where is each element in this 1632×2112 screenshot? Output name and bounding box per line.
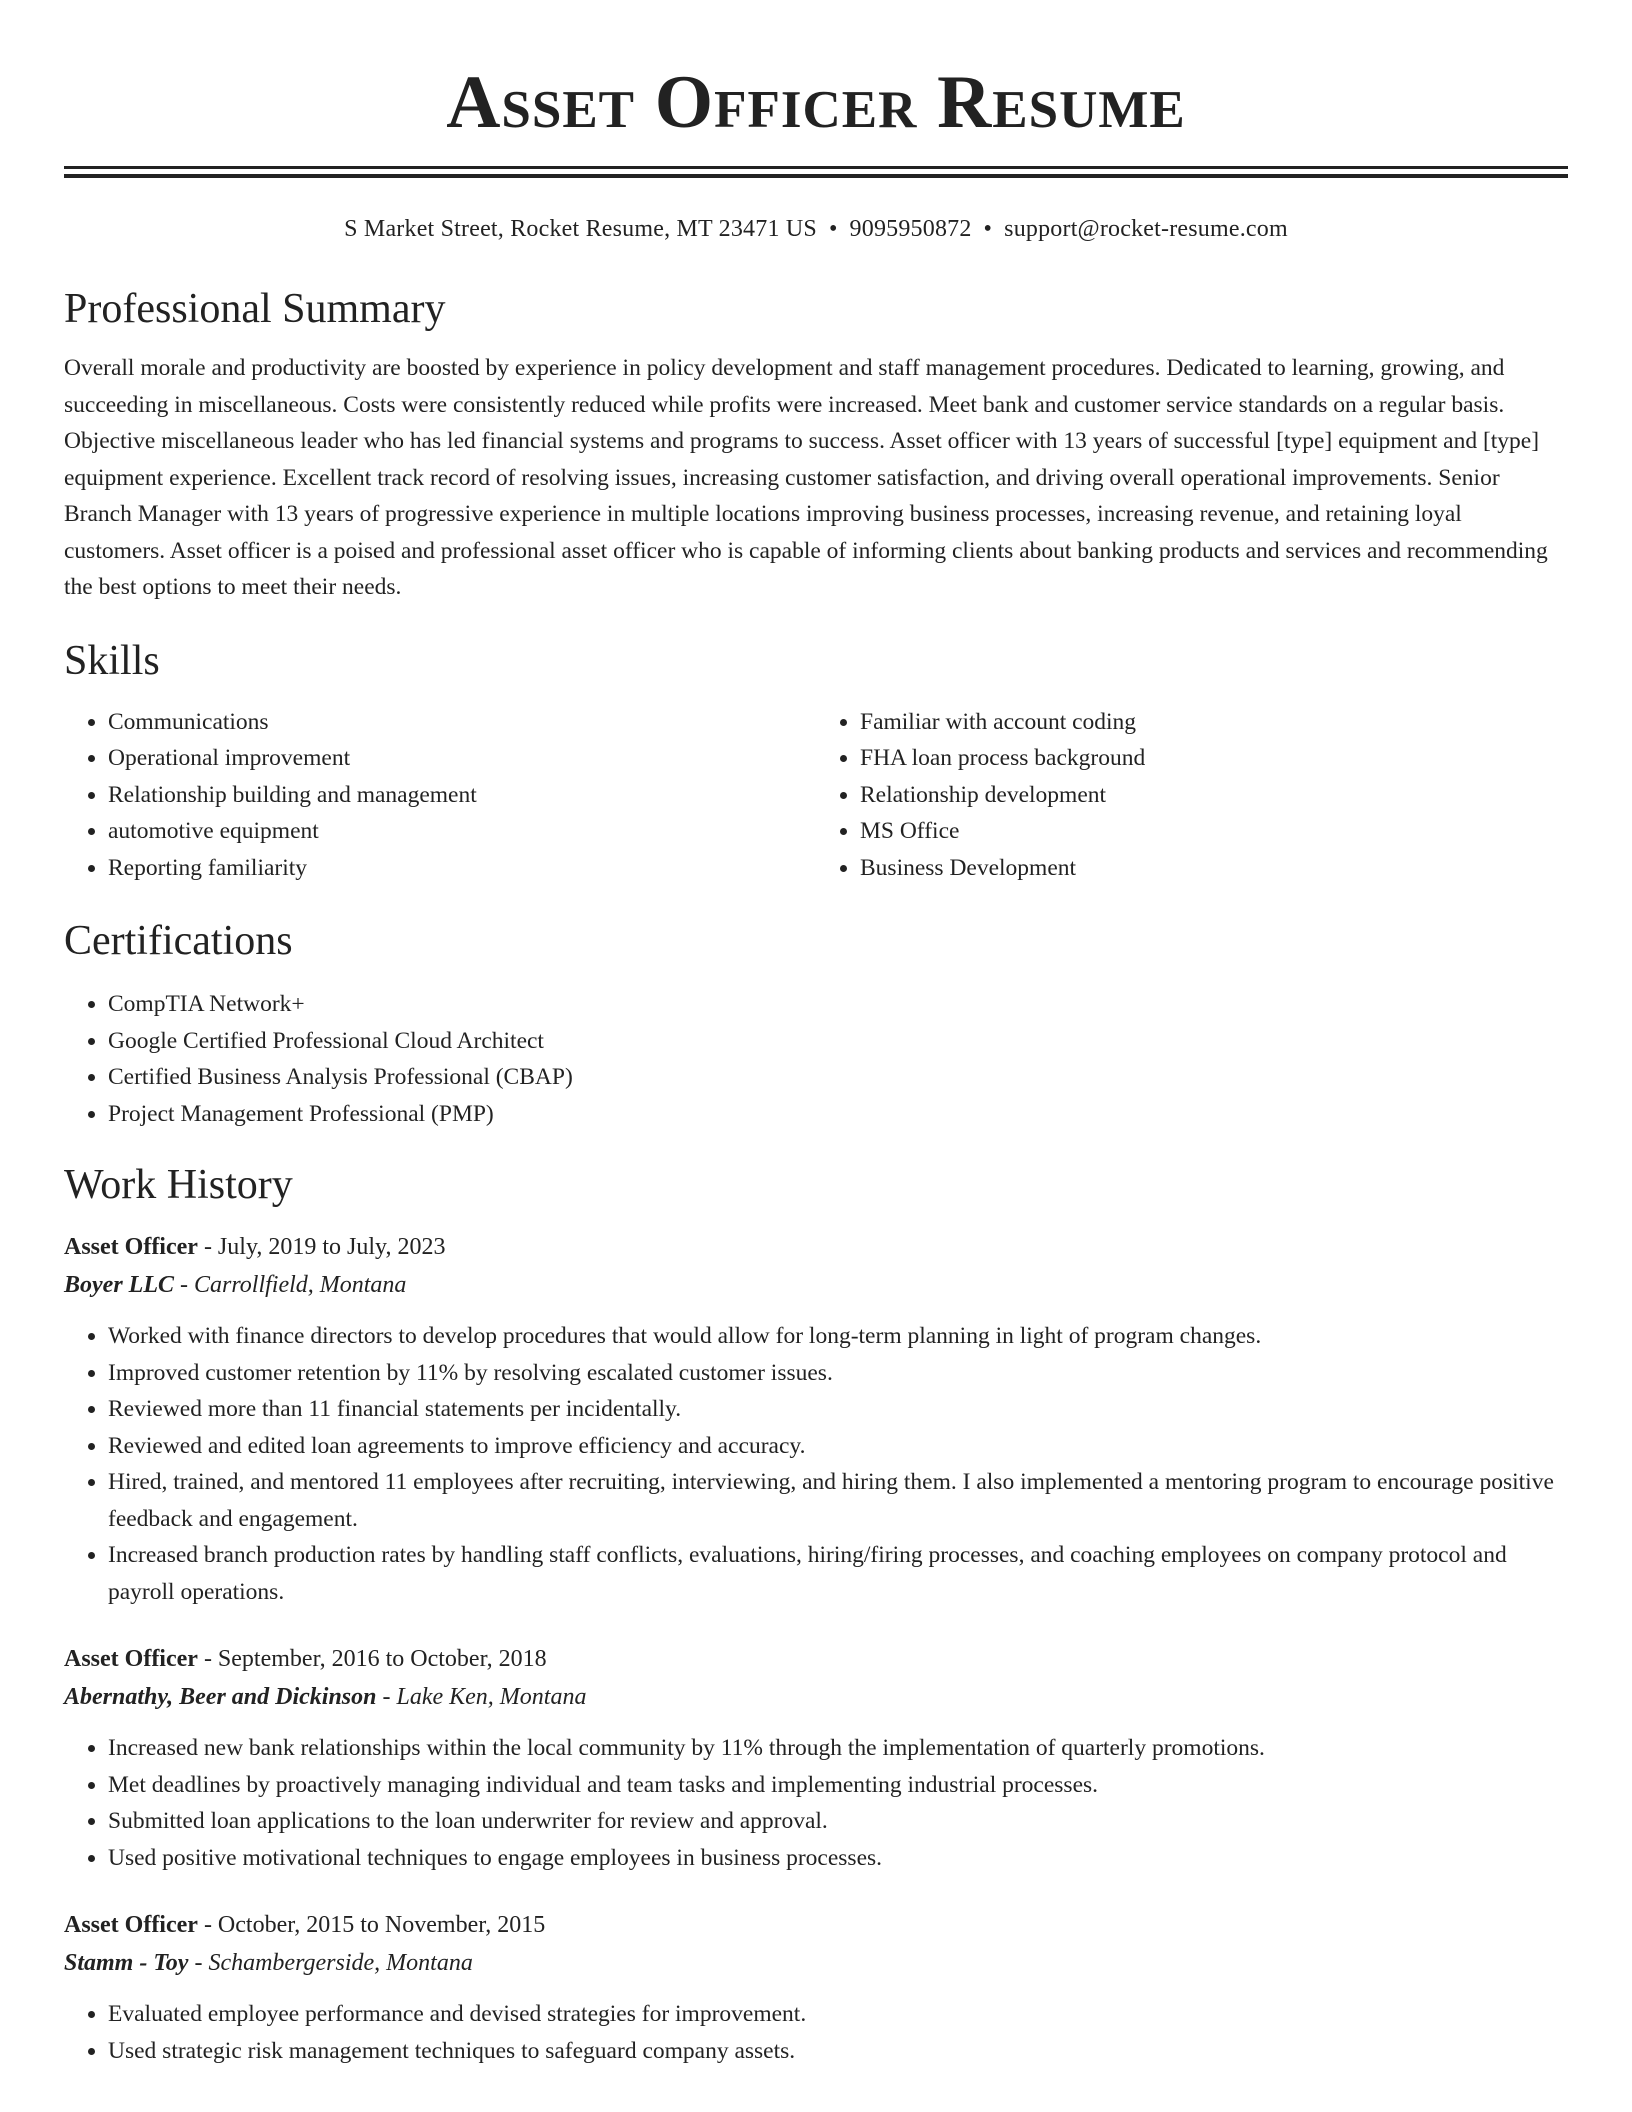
job-location: - Lake Ken, Montana	[376, 1684, 587, 1710]
job-company-line	[64, 1678, 1568, 1716]
job-bullet: • Submitted loan applications to the loan underwriter for review and approval.	[108, 1803, 1568, 1840]
skill-item: • Relationship building and management	[108, 777, 816, 814]
work-history-heading: Work History	[64, 1162, 293, 1208]
title-divider-top	[64, 166, 1568, 169]
job-bullet: • Worked with finance directors to develop procedures that would allow for long-term planning in light of program changes.	[108, 1318, 1568, 1355]
job-company-line	[64, 1266, 1568, 1304]
job-entry	[64, 1906, 1568, 2069]
job-company: Abernathy, Beer and Dickinson	[64, 1684, 377, 1710]
contact-phone: 9095950872	[849, 216, 972, 242]
contact-separator: •	[828, 216, 838, 242]
certification-item: • Project Management Professional (PMP)	[108, 1096, 1568, 1133]
job-bullet: • Used strategic risk management techniques to safeguard company assets.	[108, 2033, 1568, 2070]
contact-email: support@rocket-resume.com	[1004, 216, 1288, 242]
skills-section	[64, 636, 1568, 887]
job-bullet: • Increased branch production rates by handling staff conflicts, evaluations, hiring/firing processes, and coaching employees on company protocol and payroll operations.	[108, 1537, 1568, 1610]
job-dates: - July, 2019 to July, 2023	[197, 1234, 446, 1260]
job-dates: - September, 2016 to October, 2018	[197, 1646, 547, 1672]
job-bullet: • Reviewed more than 11 financial statements per incidentally.	[108, 1391, 1568, 1428]
summary-section	[64, 284, 1568, 606]
certifications-heading: Certifications	[64, 918, 293, 964]
job-company: Stamm - Toy	[64, 1950, 189, 1976]
certification-item: • Google Certified Professional Cloud Architect	[108, 1023, 1568, 1060]
skills-columns	[64, 704, 1568, 887]
skill-item: • Reporting familiarity	[108, 850, 816, 887]
contact-separator: •	[983, 216, 993, 242]
job-bullet: • Evaluated employee performance and devised strategies for improvement.	[108, 1996, 1568, 2033]
job-bullets	[64, 1730, 1568, 1876]
certification-item: • CompTIA Network+	[108, 986, 1568, 1023]
skill-item: • Business Development	[860, 850, 1568, 887]
job-location: - Carrollfield, Montana	[173, 1272, 407, 1298]
skills-list-right	[816, 704, 1568, 887]
skill-item: • FHA loan process background	[860, 740, 1568, 777]
skill-item: • Relationship development	[860, 777, 1568, 814]
job-entry	[64, 1640, 1568, 1876]
skill-item: • MS Office	[860, 813, 1568, 850]
skill-item: • Familiar with account coding	[860, 704, 1568, 741]
job-bullets	[64, 1318, 1568, 1610]
job-title-line	[64, 1640, 1568, 1678]
job-bullet: • Improved customer retention by 11% by resolving escalated customer issues.	[108, 1355, 1568, 1392]
job-bullet: • Reviewed and edited loan agreements to improve efficiency and accuracy.	[108, 1428, 1568, 1465]
certification-item: • Certified Business Analysis Professional (CBAP)	[108, 1059, 1568, 1096]
job-bullet: • Used positive motivational techniques to engage employees in business processes.	[108, 1840, 1568, 1877]
job-company: Boyer LLC	[64, 1272, 174, 1298]
title-divider-bottom	[64, 174, 1568, 178]
job-role: Asset Officer	[64, 1912, 198, 1938]
job-bullet: • Met deadlines by proactively managing individual and team tasks and implementing industrial processes.	[108, 1767, 1568, 1804]
job-location: - Schambergerside, Montana	[188, 1950, 473, 1976]
job-entry	[64, 1228, 1568, 1610]
skill-item: • Communications	[108, 704, 816, 741]
work-history-section	[64, 1160, 1568, 2069]
certifications-list	[64, 986, 1568, 1132]
job-title-line	[64, 1906, 1568, 1944]
certifications-section	[64, 916, 1568, 1132]
contact-line	[64, 214, 1568, 244]
skills-list-left	[64, 704, 816, 887]
skill-item: • Operational improvement	[108, 740, 816, 777]
job-role: Asset Officer	[64, 1234, 198, 1260]
job-dates: - October, 2015 to November, 2015	[197, 1912, 546, 1938]
summary-heading: Professional Summary	[64, 286, 446, 332]
job-role: Asset Officer	[64, 1646, 198, 1672]
skill-item: • automotive equipment	[108, 813, 816, 850]
job-company-line	[64, 1944, 1568, 1982]
job-title-line	[64, 1228, 1568, 1266]
summary-text: Overall morale and productivity are boosted by experience in policy development and staff management procedures. Dedicated to learning, growing, and succeeding in miscellaneous. Costs were consistently reduced while profits were increased. Meet bank and customer service standards on a regular basis. Objective miscellaneous leader who has led financial systems and programs to success. Asset officer with 13 years of successful [type] equipment and [type] equipment experience. Excellent track record of resolving issues, increasing customer satisfaction, and driving overall operational improvements. Senior Branch Manager with 13 years of progressive experience in multiple locations improving business processes, increasing revenue, and retaining loyal customers. Asset officer is a poised and professional asset officer who is capable of informing clients about banking products and services and recommending the best options to meet their needs.	[64, 355, 1548, 600]
contact-address: S Market Street, Rocket Resume, MT 23471 US	[344, 216, 817, 242]
job-bullets	[64, 1996, 1568, 2069]
job-bullet: • Hired, trained, and mentored 11 employees after recruiting, interviewing, and hiring them. I also implemented a mentoring program to encourage positive feedback and engagement.	[108, 1464, 1568, 1537]
skills-heading: Skills	[64, 637, 160, 684]
job-bullet: • Increased new bank relationships within the local community by 11% through the implementation of quarterly promotions.	[108, 1730, 1568, 1767]
resume-title: Asset Officer Resume	[446, 61, 1186, 144]
